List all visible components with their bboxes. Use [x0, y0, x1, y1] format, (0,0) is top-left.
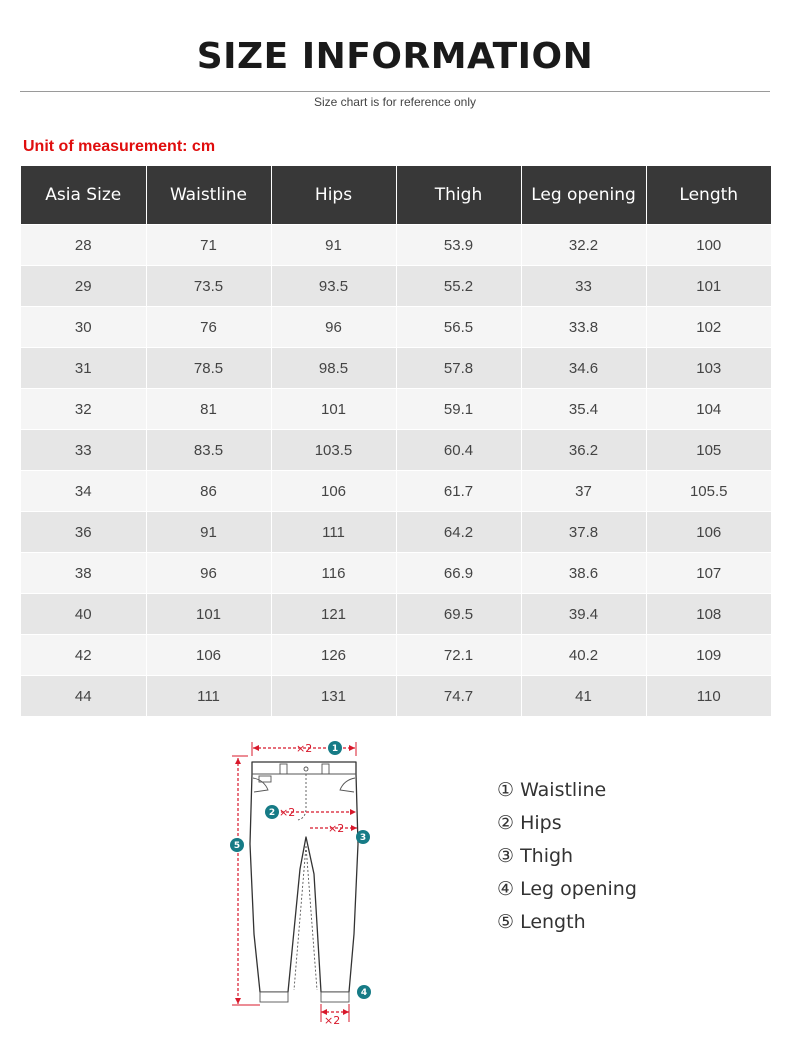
table-cell: 59.1 [396, 389, 521, 430]
table-cell: 33.8 [521, 307, 646, 348]
table-cell: 111 [271, 512, 396, 553]
table-row [21, 430, 771, 471]
table-row [21, 512, 771, 553]
table-cell: 36 [21, 512, 146, 553]
table-row [21, 594, 771, 635]
table-cell: 64.2 [396, 512, 521, 553]
table-cell: 131 [271, 676, 396, 717]
table-cell: 78.5 [146, 348, 271, 389]
legend-item-waistline: ① Waistline [497, 779, 607, 801]
legend-item-leg-opening: ④ Leg opening [497, 878, 637, 900]
table-cell: 71 [146, 225, 271, 266]
table-cell: 61.7 [396, 471, 521, 512]
column-header-waistline: Waistline [146, 166, 271, 225]
table-row [21, 348, 771, 389]
table-cell: 69.5 [396, 594, 521, 635]
table-cell: 73.5 [146, 266, 271, 307]
table-cell: 35.4 [521, 389, 646, 430]
badge-4: 4 [360, 988, 368, 998]
table-cell: 60.4 [396, 430, 521, 471]
table-cell: 36.2 [521, 430, 646, 471]
table-cell: 121 [271, 594, 396, 635]
table-cell: 38.6 [521, 553, 646, 594]
page-subtitle: Size chart is for reference only [313, 95, 477, 109]
table-cell: 30 [21, 307, 146, 348]
pants-outline [250, 762, 358, 992]
table-cell: 86 [146, 471, 271, 512]
badge-3: 3 [359, 833, 367, 843]
table-row [21, 676, 771, 717]
table-cell: 37 [521, 471, 646, 512]
table-cell: 39.4 [521, 594, 646, 635]
table-cell: 108 [646, 594, 771, 635]
badge-1: 1 [331, 744, 339, 754]
table-cell: 100 [646, 225, 771, 266]
table-cell: 40.2 [521, 635, 646, 676]
waist-multiplier-label: ×2 [296, 742, 313, 755]
title-divider [20, 91, 770, 92]
leg-opening-multiplier-label: ×2 [324, 1014, 341, 1027]
table-cell: 34 [21, 471, 146, 512]
table-cell: 40 [21, 594, 146, 635]
legend-item-length: ⑤ Length [497, 911, 586, 933]
column-header-hips: Hips [271, 166, 396, 225]
table-cell: 28 [21, 225, 146, 266]
table-cell: 33 [21, 430, 146, 471]
table-cell: 96 [271, 307, 396, 348]
column-header-length: Length [646, 166, 771, 225]
table-cell: 32.2 [521, 225, 646, 266]
table-row [21, 307, 771, 348]
table-cell: 103.5 [271, 430, 396, 471]
table-cell: 37.8 [521, 512, 646, 553]
table-cell: 42 [21, 635, 146, 676]
table-cell: 74.7 [396, 676, 521, 717]
legend-item-hips: ② Hips [497, 812, 562, 834]
table-row [21, 635, 771, 676]
table-cell: 44 [21, 676, 146, 717]
table-cell: 72.1 [396, 635, 521, 676]
table-cell: 41 [521, 676, 646, 717]
page-title: SIZE INFORMATION [196, 36, 594, 77]
table-cell: 102 [646, 307, 771, 348]
table-cell: 93.5 [271, 266, 396, 307]
table-cell: 109 [646, 635, 771, 676]
badge-5: 5 [233, 841, 241, 851]
table-cell: 55.2 [396, 266, 521, 307]
table-cell: 76 [146, 307, 271, 348]
column-header-asia-size: Asia Size [21, 166, 146, 225]
table-cell: 110 [646, 676, 771, 717]
table-cell: 101 [271, 389, 396, 430]
table-cell: 81 [146, 389, 271, 430]
table-cell: 106 [271, 471, 396, 512]
measurement-legend [497, 774, 637, 939]
pants-diagram [218, 734, 382, 1029]
table-cell: 105 [646, 430, 771, 471]
size-table [21, 166, 771, 716]
table-cell: 32 [21, 389, 146, 430]
table-row [21, 553, 771, 594]
table-cell: 29 [21, 266, 146, 307]
table-row [21, 389, 771, 430]
column-header-thigh: Thigh [396, 166, 521, 225]
table-cell: 96 [146, 553, 271, 594]
table-cell: 83.5 [146, 430, 271, 471]
table-cell: 57.8 [396, 348, 521, 389]
thigh-multiplier-label: ×2 [328, 822, 345, 835]
table-header-row [21, 166, 771, 225]
table-cell: 33 [521, 266, 646, 307]
table-cell: 98.5 [271, 348, 396, 389]
table-cell: 38 [21, 553, 146, 594]
table-cell: 116 [271, 553, 396, 594]
table-cell: 126 [271, 635, 396, 676]
table-cell: 107 [646, 553, 771, 594]
table-cell: 105.5 [646, 471, 771, 512]
badge-2: 2 [268, 808, 276, 818]
table-cell: 101 [146, 594, 271, 635]
table-body [21, 225, 771, 717]
table-cell: 34.6 [521, 348, 646, 389]
table-cell: 91 [271, 225, 396, 266]
hips-multiplier-label: ×2 [279, 806, 296, 819]
table-cell: 101 [646, 266, 771, 307]
table-cell: 104 [646, 389, 771, 430]
table-cell: 31 [21, 348, 146, 389]
table-cell: 66.9 [396, 553, 521, 594]
table-row [21, 471, 771, 512]
table-cell: 53.9 [396, 225, 521, 266]
table-cell: 56.5 [396, 307, 521, 348]
legend-item-thigh: ③ Thigh [497, 845, 574, 867]
table-row [21, 225, 771, 266]
table-cell: 103 [646, 348, 771, 389]
table-cell: 91 [146, 512, 271, 553]
table-row [21, 266, 771, 307]
table-cell: 106 [646, 512, 771, 553]
unit-label: Unit of measurement: cm [23, 138, 216, 155]
table-cell: 106 [146, 635, 271, 676]
table-cell: 111 [146, 676, 271, 717]
column-header-leg-opening: Leg opening [521, 166, 646, 225]
